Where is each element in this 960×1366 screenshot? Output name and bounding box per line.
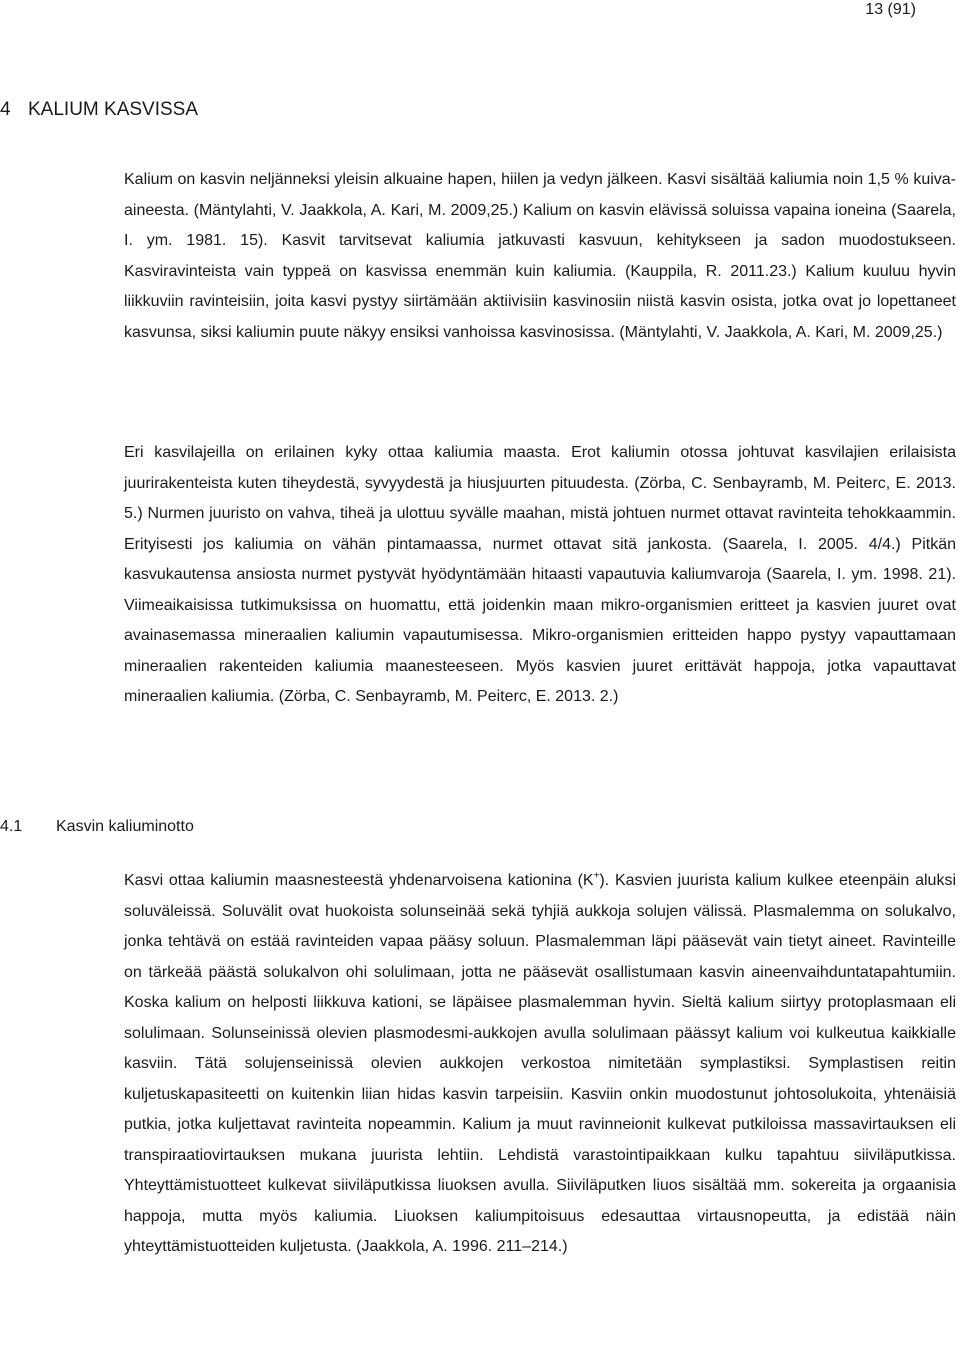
chapter-heading xyxy=(0,98,198,122)
section-heading xyxy=(0,816,194,838)
cation-charge-superscript: + xyxy=(593,870,600,882)
section-number: 4.1 xyxy=(0,818,23,835)
page-number: 13 (91) xyxy=(865,1,916,18)
section-title: Kasvin kaliuminotto xyxy=(56,818,194,835)
chapter-title: KALIUM KASVISSA xyxy=(28,99,199,120)
paragraph-text-start: Kasvi ottaa kaliumin maasnesteestä yhdenarvoisena kationina (K xyxy=(124,872,594,889)
paragraph-uptake-differences: Eri kasvilajeilla on erilainen kyky ottaa kaliumia maasta. Erot kaliumin otossa johtuvat kasvilajien erilaisista juurirakenteista kuten tiheydestä, syvyydestä ja hiusjuurten pituudesta. (Zörba, C. Senbayramb, M. Peiterc, E. 2013. 5.) Nurmen juuristo on vahva, tiheä ja ulottuu syvälle maahan, mistä johtuen nurmet ottavat ravinteita tehokkaammin. Erityisesti jos kaliumia on vähän pintamaassa, nurmet ottavat sitä jankosta. (Saarela, I. 2005. 4/4.) Pitkän kasvukautensa ansiosta nurmet pystyvät hyödyntämään hitaasti vapautuvia kaliumvaroja (Saarela, I. ym. 1998. 21). Viimeaikaisissa tutkimuksissa on huomattu, että joidenkin maan mikro-organismien eritteet ja kasvien juuret ovat avainasemassa mineraalien kaliumin vapautumisessa. Mikro-organismien eritteiden happo pystyy vapauttamaan mineraalien rakenteiden kaliumia maanesteeseen. Myös kasvien juuret erittävät happoja, jotka vapauttavat mineraalien kaliumia. (Zörba, C. Senbayramb, M. Peiterc, E. 2013. 2.) xyxy=(124,444,956,705)
paragraph-potassium-intro: Kalium on kasvin neljänneksi yleisin alkuaine hapen, hiilen ja vedyn jälkeen. Kasvi sisältää kaliumia noin 1,5 % kuiva-aineesta. (Mäntylahti, V. Jaakkola, A. Kari, M. 2009,25.) Kalium on kasvin elävissä soluissa vapaina ioneina (Saarela, I. ym. 1981. 15). Kasvit tarvitsevat kaliumia jatkuvasti kasvuun, kehitykseen ja sadon muodostukseen. Kasviravinteista vain typpeä on kasvissa enemmän kuin kaliumia. (Kauppila, R. 2011.23.) Kalium kuuluu hyvin liikkuviin ravinteisiin, joita kasvi pystyy siirtämään aktiivisiin kasvinosiin niistä kasvin osista, jotka ovat jo lopettaneet kasvunsa, siksi kaliumin puute näkyy ensiksi vanhoissa kasvinosissa. (Mäntylahti, V. Jaakkola, A. Kari, M. 2009,25.) xyxy=(124,171,956,341)
chapter-number: 4 xyxy=(0,99,11,120)
paragraph-potassium-uptake xyxy=(124,866,956,1263)
paragraph-text-rest: ). Kasvien juurista kalium kulkee eteenpäin aluksi soluväleissä. Soluvälit ovat huokoista solunseinää sekä tyhjiä aukkoja solujen välissä. Plasmalemma on solukalvo, jonka tehtävä on estää ravinteiden vapaa pääsy soluun. Plasmalemman läpi pääsevät vain tietyt aineet. Ravinteille on tärkeää päästä solukalvon ohi solulimaan, jotta ne pääsevät osallistumaan kasvin aineenvaihduntatapahtumiin. Koska kalium on helposti liikkuva kationi, se läpäisee plasmalemman hyvin. Sieltä kalium siirtyy protoplasmaan eli solulimaan. Solunseinissä olevien plasmodesmi-aukkojen avulla solulimaan päässyt kalium voi kulkeutua kaikkialle kasviin. Tätä solujenseinissä olevien aukkojen verkostoa nimitetään symplastiksi. Symplastisen reitin kuljetuskapasiteetti on kuitenkin liian hidas kasvin tarpeisiin. Kasviin onkin muodostunut johtosolukoita, yhtenäisiä putkia, jotka kuljettavat ravinteita nopeammin. Kalium ja muut ravinneionit kulkevat putkiloissa massavirtauksen eli transpiraatiovirtauksen mukana juurista lehtiin. Lehdistä varastointipaikkaan kulku tapahtuu siiviläputkissa. Yhteyttämistuotteet kulkevat siiviläputkissa liuoksen avulla. Siiviläputken liuos sisältää mm. sokereita ja orgaanisia happoja, mutta myös kaliumia. Liuoksen kaliumpitoisuus edesauttaa virtausnopeutta, ja edistää näin yhteyttämistuotteiden kuljetusta. (Jaakkola, A. 1996. 211–214.) xyxy=(124,872,956,1255)
